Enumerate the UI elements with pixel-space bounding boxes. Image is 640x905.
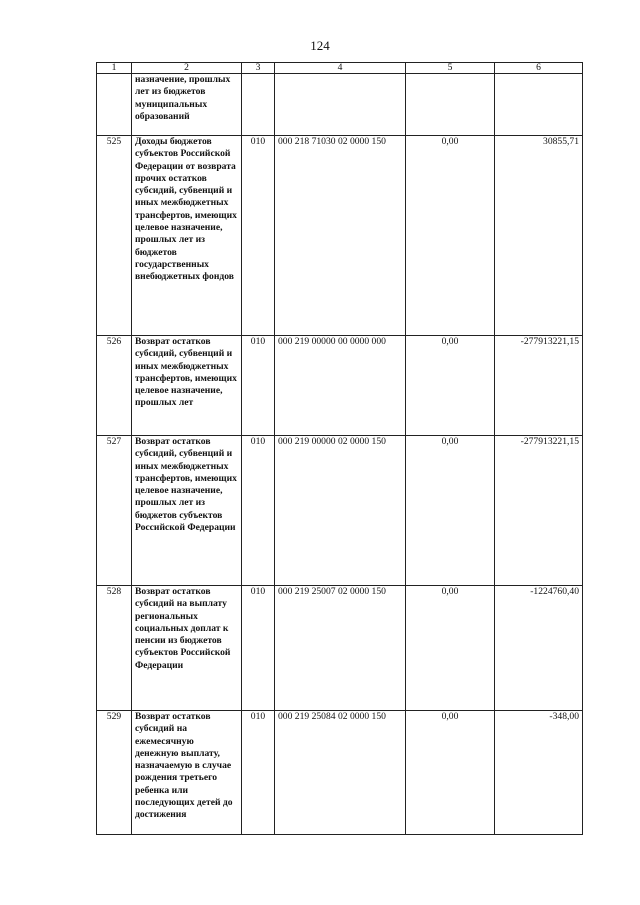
row-classification-code: 000 219 25084 02 0000 150 bbox=[275, 711, 406, 835]
row-description: Доходы бюджетов субъектов Российской Федерации от возврата прочих остатков субсидий, субвенций и иных межбюджетных трансфертов, имеющих целевое назначение, прошлых лет из бюджетов государственных внебюджетных фондов bbox=[132, 136, 242, 336]
row-code: 010 bbox=[242, 136, 275, 336]
row-description: Возврат остатков субсидий, субвенций и иных межбюджетных трансфертов, имеющих целевое назначение, прошлых лет из бюджетов субъектов Российской Федерации bbox=[132, 436, 242, 586]
row-code: 010 bbox=[242, 711, 275, 835]
row-number: 529 bbox=[97, 711, 132, 835]
column-header: 1 bbox=[97, 63, 132, 74]
table-row bbox=[97, 74, 583, 136]
column-header: 3 bbox=[242, 63, 275, 74]
budget-table bbox=[96, 62, 583, 835]
row-value-col6: -277913221,15 bbox=[495, 336, 583, 436]
row-value-col5: 0,00 bbox=[406, 336, 495, 436]
row-description: назначение, прошлых лет из бюджетов муниципальных образований bbox=[132, 74, 242, 136]
row-description: Возврат остатков субсидий, субвенций и иных межбюджетных трансфертов, имеющих целевое назначение, прошлых лет bbox=[132, 336, 242, 436]
row-description: Возврат остатков субсидий на ежемесячную денежную выплату, назначаемую в случае рождения третьего ребенка или последующих детей до достижения bbox=[132, 711, 242, 835]
row-classification-code: 000 219 00000 02 0000 150 bbox=[275, 436, 406, 586]
row-code: 010 bbox=[242, 336, 275, 436]
row-value-col6: -348,00 bbox=[495, 711, 583, 835]
table-row bbox=[97, 586, 583, 711]
row-value-col5: 0,00 bbox=[406, 436, 495, 586]
row-number: 526 bbox=[97, 336, 132, 436]
table-row bbox=[97, 136, 583, 336]
row-value-col5: 0,00 bbox=[406, 586, 495, 711]
table-row bbox=[97, 336, 583, 436]
row-value-col6 bbox=[495, 74, 583, 136]
row-value-col6: 30855,71 bbox=[495, 136, 583, 336]
row-number: 528 bbox=[97, 586, 132, 711]
row-code: 010 bbox=[242, 586, 275, 711]
column-header: 6 bbox=[495, 63, 583, 74]
table-row bbox=[97, 436, 583, 586]
row-number bbox=[97, 74, 132, 136]
table-header-row bbox=[97, 63, 583, 74]
row-code bbox=[242, 74, 275, 136]
row-description: Возврат остатков субсидий на выплату региональных социальных доплат к пенсии из бюджетов субъектов Российской Федерации bbox=[132, 586, 242, 711]
row-value-col5: 0,00 bbox=[406, 136, 495, 336]
row-number: 525 bbox=[97, 136, 132, 336]
row-value-col5 bbox=[406, 74, 495, 136]
row-classification-code: 000 218 71030 02 0000 150 bbox=[275, 136, 406, 336]
column-header: 4 bbox=[275, 63, 406, 74]
table-row bbox=[97, 711, 583, 835]
row-number: 527 bbox=[97, 436, 132, 586]
row-classification-code: 000 219 00000 00 0000 000 bbox=[275, 336, 406, 436]
column-header: 5 bbox=[406, 63, 495, 74]
column-header: 2 bbox=[132, 63, 242, 74]
row-value-col6: -1224760,40 bbox=[495, 586, 583, 711]
row-value-col5: 0,00 bbox=[406, 711, 495, 835]
row-classification-code bbox=[275, 74, 406, 136]
row-code: 010 bbox=[242, 436, 275, 586]
page-number: 124 bbox=[310, 38, 330, 53]
row-classification-code: 000 219 25007 02 0000 150 bbox=[275, 586, 406, 711]
row-value-col6: -277913221,15 bbox=[495, 436, 583, 586]
